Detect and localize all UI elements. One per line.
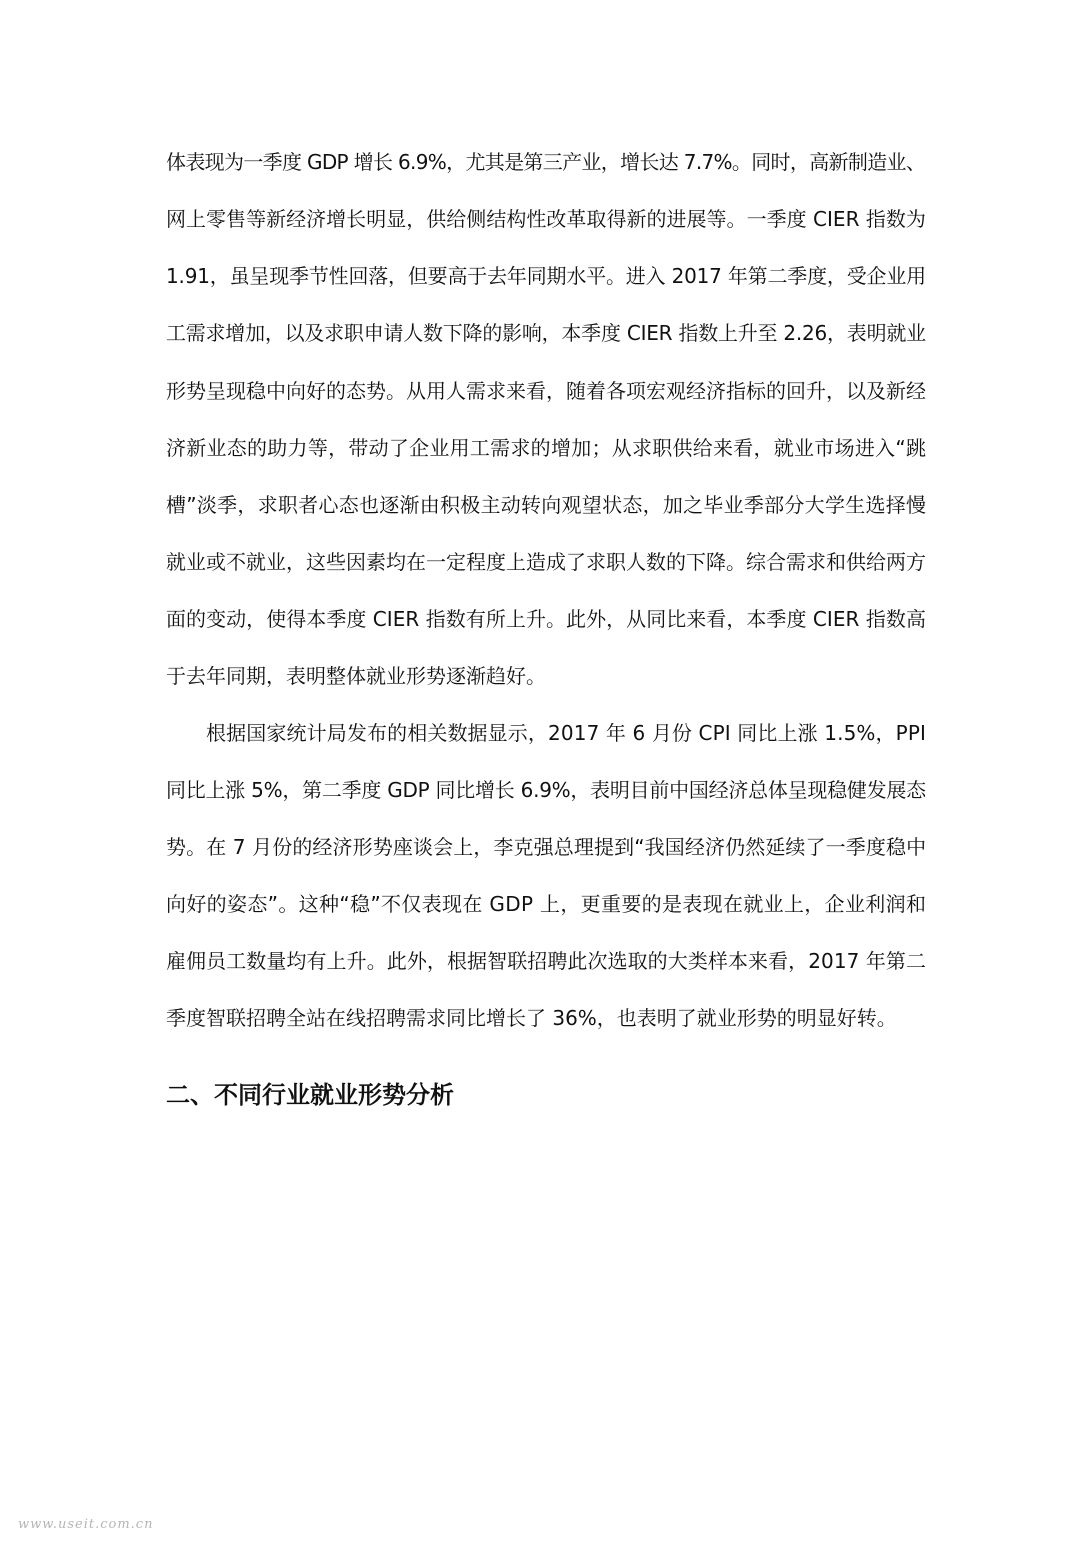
paragraph-2-line: 根据国家统计局发布的相关数据显示，2017 年 6 月份 CPI 同比上涨 1.5%，PPI <box>206 721 927 745</box>
paragraph-1-line: 面的变动，使得本季度 CIER 指数有所上升。此外，从同比来看，本季度 CIER 指数高 <box>166 607 926 631</box>
paragraph-2-line: 雇佣员工数量均有上升。此外，根据智联招聘此次选取的大类样本来看，2017 年第二 <box>166 949 927 973</box>
paragraph-1-line: 于去年同期，表明整体就业形势逐渐趋好。 <box>166 664 546 688</box>
paragraph-1-line: 济新业态的助力等，带动了企业用工需求的增加；从求职供给来看，就业市场进入“跳 <box>166 436 927 460</box>
paragraph-1-line: 槽”淡季，求职者心态也逐渐由积极主动转向观望状态，加之毕业季部分大学生选择慢 <box>166 493 927 517</box>
watermark: www.useit.com.cn <box>18 1517 154 1532</box>
paragraph-2-line: 同比上涨 5%，第二季度 GDP 同比增长 6.9%，表明目前中国经济总体呈现稳健发展态 <box>166 778 926 802</box>
paragraph-1-line: 1.91，虽呈现季节性回落，但要高于去年同期水平。进入 2017 年第二季度，受企业用 <box>166 264 926 288</box>
paragraph-1-line: 就业或不就业，这些因素均在一定程度上造成了求职人数的下降。综合需求和供给两方 <box>166 550 926 574</box>
paragraph-1-line: 网上零售等新经济增长明显，供给侧结构性改革取得新的进展等。一季度 CIER 指数为 <box>166 207 926 231</box>
paragraph-2-line: 势。在 7 月份的经济形势座谈会上，李克强总理提到“我国经济仍然延续了一季度稳中 <box>166 835 927 859</box>
paragraph-1-line: 工需求增加，以及求职申请人数下降的影响，本季度 CIER 指数上升至 2.26，表明就业 <box>166 321 926 345</box>
paragraph-1-line: 体表现为一季度 GDP 增长 6.9%，尤其是第三产业，增长达 7.7%。同时，高新制造业、 <box>166 150 926 174</box>
paragraph-2-line: 向好的姿态”。这种“稳”不仅表现在 GDP 上，更重要的是表现在就业上，企业利润和 <box>166 892 927 916</box>
section-heading: 二、不同行业就业形势分析 <box>166 1081 454 1109</box>
paragraph-1-line: 形势呈现稳中向好的态势。从用人需求来看，随着各项宏观经济指标的回升，以及新经 <box>166 379 926 403</box>
paragraph-2-line: 季度智联招聘全站在线招聘需求同比增长了 36%，也表明了就业形势的明显好转。 <box>166 1006 897 1030</box>
